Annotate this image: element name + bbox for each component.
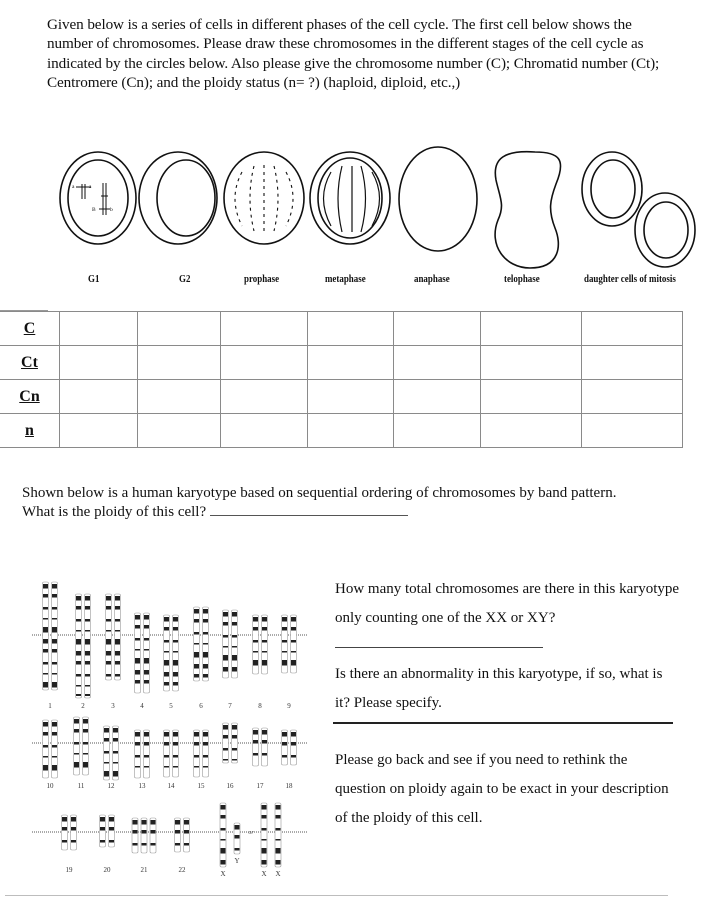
svg-text:5: 5 xyxy=(169,702,173,710)
svg-text:X: X xyxy=(261,870,267,878)
table-cell[interactable] xyxy=(60,380,138,414)
svg-text:a: a xyxy=(89,184,92,190)
abnormality-answer-line[interactable] xyxy=(333,722,673,724)
table-cell[interactable] xyxy=(138,414,221,448)
row-header-ct: Ct xyxy=(0,346,60,380)
svg-text:13: 13 xyxy=(138,782,146,790)
table-cell[interactable] xyxy=(60,312,138,346)
cell-anaphase-icon xyxy=(399,147,477,251)
ploidy-question: What is the ploidy of this cell? xyxy=(22,503,207,520)
svg-text:X: X xyxy=(220,870,226,878)
cell-cycle-table xyxy=(0,311,683,448)
svg-text:17: 17 xyxy=(256,782,264,790)
instructions-paragraph: Given below is a series of cells in different phases of the cell cycle. The first cell below shows the number of chromosomes. Please draw these chromosomes in the different stages of the cell cycle as indicated by the circles below. Also please give the chromosome number (C); Chromatid number (Ct); Centromere (Cn); and the ploidy status (n= ?) (haploid, diploid, etc.,) xyxy=(47,16,660,92)
table-row-n xyxy=(0,414,683,448)
table-cell[interactable] xyxy=(221,346,308,380)
svg-text:15: 15 xyxy=(197,782,205,790)
table-cell[interactable] xyxy=(582,414,683,448)
stage-label-anaphase: anaphase xyxy=(414,274,450,285)
table-cell[interactable] xyxy=(138,380,221,414)
ploidy-rethink-note: Please go back and see if you need to rethink the question on ploidy again to be exact in your description of the ploidy of this cell. xyxy=(335,752,669,826)
cell-telophase-icon xyxy=(495,152,561,268)
table-cell[interactable] xyxy=(394,346,481,380)
table-cell[interactable] xyxy=(138,312,221,346)
table-cell[interactable] xyxy=(221,414,308,448)
svg-text:8: 8 xyxy=(258,702,262,710)
svg-text:10: 10 xyxy=(46,782,54,790)
karyotype-description: Shown below is a human karyotype based on sequential ordering of chromosomes by band pattern. xyxy=(22,485,617,501)
total-chromosomes-answer-blank[interactable] xyxy=(335,635,543,648)
svg-text:7: 7 xyxy=(228,702,232,710)
table-cell[interactable] xyxy=(481,414,582,448)
svg-text:or: or xyxy=(248,830,254,836)
table-cell[interactable] xyxy=(481,346,582,380)
table-cell[interactable] xyxy=(308,312,394,346)
table-cell[interactable] xyxy=(394,414,481,448)
table-cell[interactable] xyxy=(221,312,308,346)
karyotype-image xyxy=(20,570,320,880)
row-header-n: n xyxy=(0,414,60,448)
cell-prophase-icon xyxy=(224,152,304,244)
karyotype-intro xyxy=(22,484,662,521)
stage-label-metaphase: metaphase xyxy=(325,274,366,285)
svg-text:b: b xyxy=(110,207,113,213)
table-cell[interactable] xyxy=(394,312,481,346)
table-cell[interactable] xyxy=(481,312,582,346)
table-cell[interactable] xyxy=(60,346,138,380)
table-cell[interactable] xyxy=(308,380,394,414)
table-row-ct xyxy=(0,346,683,380)
daughter-cells-icon xyxy=(582,152,695,267)
cell-g2-icon xyxy=(139,152,217,244)
svg-text:20: 20 xyxy=(103,866,111,874)
table-row-c xyxy=(0,312,683,346)
ploidy-answer-blank[interactable] xyxy=(210,503,408,516)
row-header-cn: Cn xyxy=(0,380,60,414)
table-cell[interactable] xyxy=(308,346,394,380)
svg-text:14: 14 xyxy=(167,782,175,790)
stage-label-telophase: telophase xyxy=(504,274,540,285)
bottom-divider xyxy=(5,895,668,896)
svg-text:B: B xyxy=(92,207,96,213)
stage-label-daughter-cells: daughter cells of mitosis xyxy=(584,274,676,285)
svg-text:a: a xyxy=(72,184,75,190)
cell-metaphase-icon xyxy=(310,152,390,244)
stage-label-g2: G2 xyxy=(179,274,191,285)
table-cell[interactable] xyxy=(481,380,582,414)
questions-panel xyxy=(335,575,680,833)
cell-g1-with-chromosomes-icon xyxy=(60,152,136,244)
svg-text:6: 6 xyxy=(199,702,203,710)
stage-label-prophase: prophase xyxy=(244,274,280,285)
table-cell[interactable] xyxy=(308,414,394,448)
table-row-cn xyxy=(0,380,683,414)
table-cell[interactable] xyxy=(221,380,308,414)
svg-text:Y: Y xyxy=(234,857,240,865)
svg-text:2: 2 xyxy=(81,702,85,710)
svg-text:4: 4 xyxy=(140,702,144,710)
table-cell[interactable] xyxy=(394,380,481,414)
svg-text:3: 3 xyxy=(111,702,115,710)
question-abnormality: Is there an abnormality in this karyotype, if so, what is it? Please specify. xyxy=(335,666,663,711)
row-header-c: C xyxy=(0,312,60,346)
svg-text:22: 22 xyxy=(178,866,186,874)
svg-text:16: 16 xyxy=(226,782,234,790)
svg-text:21: 21 xyxy=(140,866,148,874)
svg-text:1: 1 xyxy=(48,702,52,710)
table-cell[interactable] xyxy=(582,312,683,346)
table-cell[interactable] xyxy=(138,346,221,380)
svg-text:X: X xyxy=(275,870,281,878)
svg-text:11: 11 xyxy=(77,782,85,790)
stage-label-g1: G1 xyxy=(88,274,100,285)
table-cell[interactable] xyxy=(60,414,138,448)
table-cell[interactable] xyxy=(582,346,683,380)
ploidy-question-line xyxy=(22,503,662,522)
svg-text:9: 9 xyxy=(287,702,291,710)
table-cell[interactable] xyxy=(582,380,683,414)
svg-text:19: 19 xyxy=(65,866,73,874)
svg-text:18: 18 xyxy=(285,782,293,790)
svg-text:12: 12 xyxy=(107,782,115,790)
question-total-chromosomes: How many total chromosomes are there in this karyotype only counting one of the XX or XY? xyxy=(335,581,680,626)
